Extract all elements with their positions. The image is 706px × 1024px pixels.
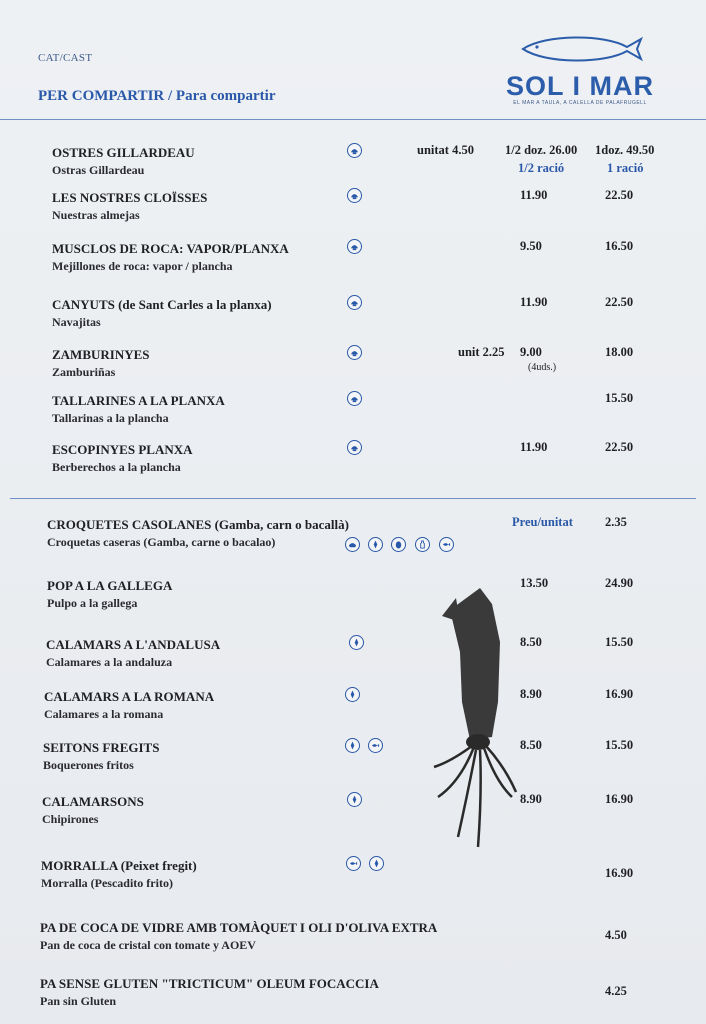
item-price-full: 22.50	[605, 295, 634, 309]
item-subtitle: Tallarinas a la plancha	[52, 411, 169, 425]
portion-half-label: 1/2 ració	[518, 161, 565, 175]
item-subtitle: Navajitas	[52, 315, 101, 329]
item-price-half: 11.90	[520, 188, 548, 202]
item-name: PA SENSE GLUTEN "TRICTICUM" OLEUM FOCACCIA	[40, 976, 379, 991]
item-name: CANYUTS (de Sant Carles a la planxa)	[52, 297, 272, 312]
item-name: MORRALLA (Peixet fregit)	[41, 858, 197, 873]
item-price-full: 15.50	[605, 738, 634, 752]
item-name: POP A LA GALLEGA	[47, 578, 173, 593]
gluten-icon	[345, 738, 360, 753]
item-subtitle: Chipirones	[42, 812, 99, 826]
item-name: CALAMARS A LA ROMANA	[44, 689, 215, 704]
menu-item	[0, 794, 706, 834]
milk-icon	[415, 537, 430, 552]
item-price-full: 24.90	[605, 576, 634, 590]
language-label: CAT/CAST	[38, 52, 93, 64]
item-price-full: 4.25	[605, 984, 627, 998]
menu-item	[0, 145, 706, 185]
item-subtitle: Pan de coca de cristal con tomate y AOEV	[40, 938, 256, 952]
item-price-full: 16.90	[605, 687, 634, 701]
item-subtitle: Ostras Gillardeau	[52, 163, 145, 177]
item-subtitle: Mejillones de roca: vapor / plancha	[52, 259, 233, 273]
item-unit-price: unitat 4.50	[417, 143, 474, 157]
menu-item	[0, 920, 706, 960]
item-price-half: Preu/unitat	[512, 515, 573, 529]
gluten-icon	[345, 687, 360, 702]
menu-item	[0, 740, 706, 780]
item-subtitle: Morralla (Pescadito frito)	[41, 876, 173, 890]
item-subtitle: Croquetas caseras (Gamba, carne o bacalao)	[47, 535, 276, 549]
fish-icon	[368, 738, 383, 753]
item-price-full: 22.50	[605, 440, 634, 454]
item-price-half: 8.50	[520, 635, 542, 649]
item-name: TALLARINES A LA PLANXA	[52, 393, 225, 408]
menu-item	[0, 241, 706, 281]
item-name: CALAMARSONS	[42, 794, 144, 809]
menu-item	[0, 578, 706, 618]
item-name: OSTRES GILLARDEAU	[52, 145, 195, 160]
item-name: ESCOPINYES PLANXA	[52, 442, 193, 457]
item-quantity-note: (4uds.)	[528, 362, 557, 373]
item-name: SEITONS FREGITS	[43, 740, 160, 755]
menu-item	[0, 297, 706, 337]
item-name: CALAMARS A L'ANDALUSA	[46, 637, 221, 652]
fish-icon	[439, 537, 454, 552]
item-name: PA DE COCA DE VIDRE AMB TOMÀQUET I OLI D'OLIVA EXTRA	[40, 920, 438, 935]
brand-tagline: EL MAR A TAULA, A CALELLA DE PALAFRUGELL	[513, 100, 647, 106]
shellfish-icon	[347, 188, 362, 203]
item-price-half: 8.90	[520, 687, 542, 701]
brand-name: SOL I MAR	[505, 71, 654, 101]
section-divider	[10, 498, 696, 499]
menu-item	[0, 347, 706, 387]
shellfish-icon	[347, 391, 362, 406]
menu-item	[0, 637, 706, 677]
item-unit-price: unit 2.25	[458, 345, 505, 359]
menu-item	[0, 858, 706, 898]
brand-logo	[505, 36, 655, 106]
item-subtitle: Pulpo a la gallega	[47, 596, 138, 610]
menu-item	[0, 190, 706, 230]
item-price-full: 16.50	[605, 239, 634, 253]
item-price-full: 16.90	[605, 866, 634, 880]
item-price-full: 18.00	[605, 345, 634, 359]
item-subtitle: Berberechos a la plancha	[52, 460, 181, 474]
item-name: CROQUETES CASOLANES (Gamba, carn o bacallà)	[47, 517, 349, 532]
shellfish-icon	[347, 440, 362, 455]
item-subtitle: Calamares a la andaluza	[46, 655, 173, 669]
item-price-full: 4.50	[605, 928, 627, 942]
shellfish-icon	[347, 143, 362, 158]
fish-icon	[346, 856, 361, 871]
item-name: ZAMBURINYES	[52, 347, 150, 362]
menu-item	[0, 393, 706, 433]
section-title: PER COMPARTIR / Para compartir	[38, 88, 276, 104]
gluten-icon	[369, 856, 384, 871]
shellfish-icon	[347, 345, 362, 360]
item-price-full: 15.50	[605, 635, 634, 649]
item-price-half: 13.50	[520, 576, 549, 590]
fish-logo-icon	[515, 36, 645, 62]
menu-item	[0, 689, 706, 729]
gluten-icon	[349, 635, 364, 650]
shellfish-icon	[347, 239, 362, 254]
item-subtitle: Zamburiñas	[52, 365, 116, 379]
menu-item	[0, 442, 706, 482]
shellfish-icon	[347, 295, 362, 310]
item-price-full: 2.35	[605, 515, 627, 529]
item-name: LES NOSTRES CLOÏSSES	[52, 190, 208, 205]
item-subtitle: Nuestras almejas	[52, 208, 140, 222]
item-price-half: 11.90	[520, 440, 548, 454]
header-divider	[0, 119, 706, 120]
item-price-half: 1/2 doz. 26.00	[505, 143, 578, 157]
item-price-full: 22.50	[605, 188, 634, 202]
item-subtitle: Calamares a la romana	[44, 707, 164, 721]
menu-item	[0, 976, 706, 1016]
item-subtitle: Pan sin Gluten	[40, 994, 117, 1008]
item-price-half: 9.00	[520, 345, 542, 359]
item-subtitle: Boquerones fritos	[43, 758, 134, 772]
gluten-icon	[368, 537, 383, 552]
item-price-full: 1doz. 49.50	[595, 143, 655, 157]
item-price-half: 11.90	[520, 295, 548, 309]
item-name: MUSCLOS DE ROCA: VAPOR/PLANXA	[52, 241, 289, 256]
item-price-full: 15.50	[605, 391, 634, 405]
gluten-icon	[347, 792, 362, 807]
egg-icon	[391, 537, 406, 552]
portion-full-label: 1 ració	[607, 161, 644, 175]
crustacean-icon	[345, 537, 360, 552]
item-price-full: 16.90	[605, 792, 634, 806]
item-price-half: 8.50	[520, 738, 542, 752]
menu-item	[0, 517, 706, 557]
item-price-half: 8.90	[520, 792, 542, 806]
item-price-half: 9.50	[520, 239, 542, 253]
